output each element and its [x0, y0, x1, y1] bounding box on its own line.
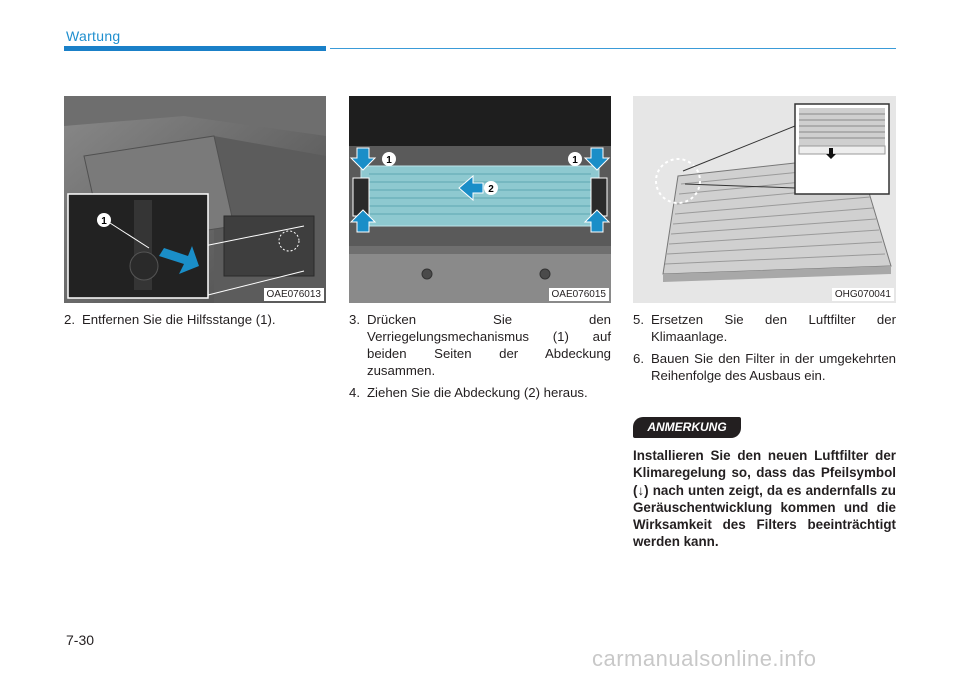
note-text: Installieren Sie den neuen Luftfilter der Klimaregelung so, dass das Pfeilsymbol (↓) nach unten zeigt, da es andernfalls zu Geräuschentwicklung kommen und die Wirksamkeit des Filters beeinträchtigt werden kann. [633, 448, 896, 550]
figure-filter-element [633, 96, 896, 303]
callout-label-center: 2 [488, 184, 494, 195]
figure-code: OHG070041 [832, 288, 894, 301]
step-2 [64, 311, 326, 328]
figure-filter-cover [349, 96, 611, 303]
step-5 [633, 311, 896, 345]
figure-code: OAE076013 [264, 288, 325, 301]
column-3-steps [633, 311, 896, 389]
figure-support-rod [64, 96, 326, 303]
callout-label-left: 1 [386, 155, 392, 166]
step-number: 4. [349, 385, 360, 400]
step-4 [349, 384, 611, 401]
figure-code: OAE076015 [549, 288, 610, 301]
header-rule-thick [64, 46, 326, 51]
support-rod-illustration [64, 96, 326, 303]
step-text: Ersetzen Sie den Luftfilter der Klimaanlage. [651, 312, 896, 344]
callout-label-right: 1 [572, 155, 578, 166]
step-6 [633, 350, 896, 384]
section-title: Wartung [66, 28, 121, 44]
step-text: Drücken Sie den Verriegelungsmechanismus (1) auf beiden Seiten der Abdeckung zusammen. [367, 312, 611, 378]
watermark: carmanualsonline.info [592, 646, 817, 671]
header-rule-thin [330, 48, 896, 49]
step-text: Entfernen Sie die Hilfsstange (1). [82, 312, 276, 327]
filter-element-illustration [633, 96, 896, 303]
step-number: 6. [633, 351, 644, 366]
step-number: 3. [349, 312, 360, 327]
filter-cover-illustration [349, 96, 611, 303]
step-3 [349, 311, 611, 379]
column-2-steps [349, 311, 611, 406]
step-number: 5. [633, 312, 644, 327]
callout-label-1: 1 [101, 216, 107, 227]
step-number: 2. [64, 312, 75, 327]
note-badge: ANMERKUNG [633, 417, 741, 438]
step-text: Bauen Sie den Filter in der umgekehrten Reihenfolge des Ausbaus ein. [651, 351, 896, 383]
column-1-steps [64, 311, 326, 333]
page-number: 7-30 [66, 632, 95, 648]
step-text: Ziehen Sie die Abdeckung (2) heraus. [367, 385, 588, 400]
